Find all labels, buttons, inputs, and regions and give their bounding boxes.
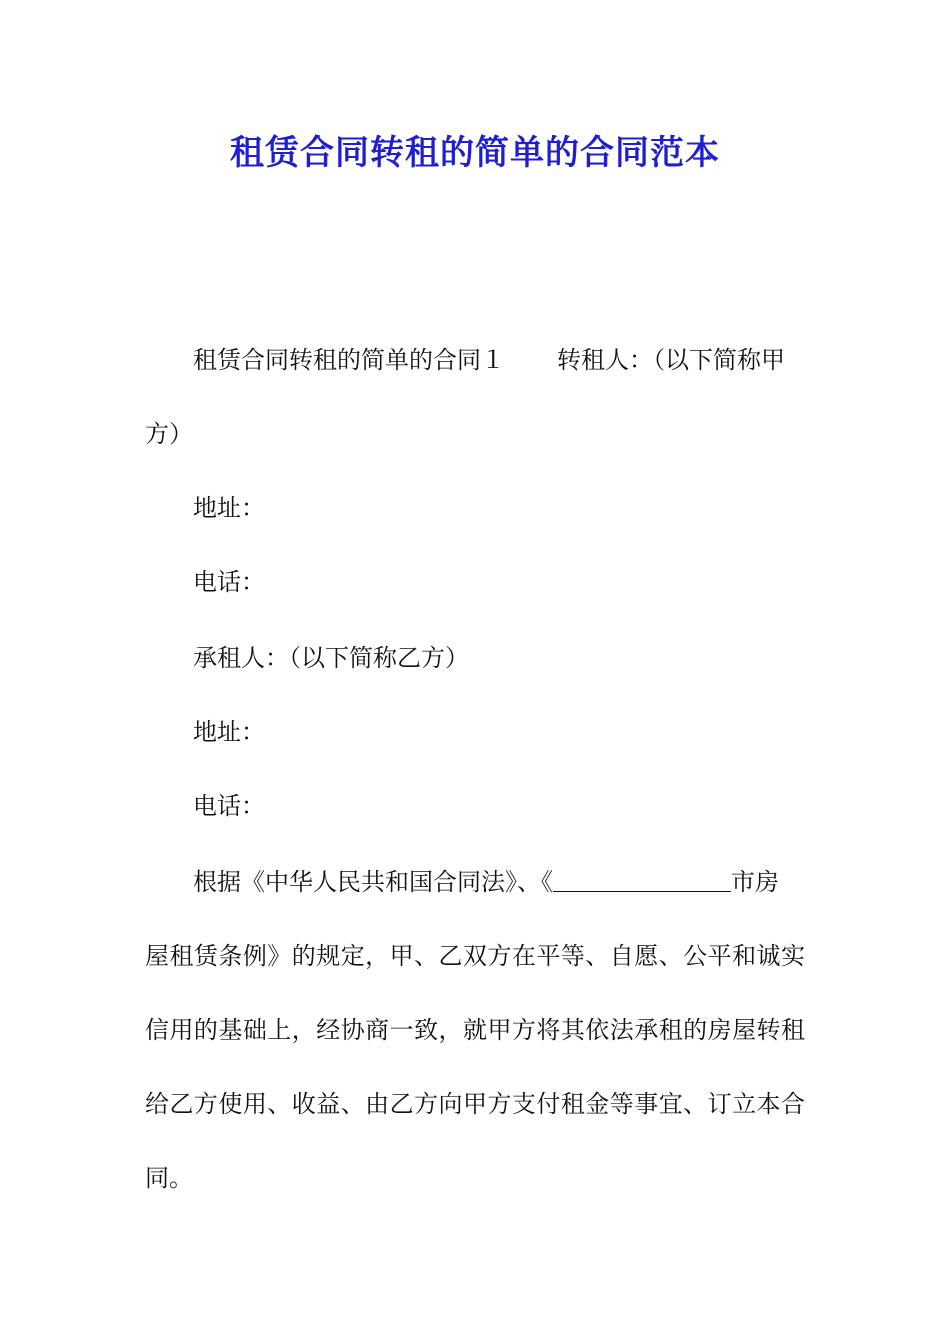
sublessor-label: 转租人：（以下简称甲 xyxy=(557,346,785,374)
intro-continuation: 方） xyxy=(145,420,193,448)
clause-line-4: 给乙方使用、收益、由乙方向甲方支付租金等事宜、订立本合 xyxy=(145,1090,805,1118)
clause-line-1 xyxy=(193,864,805,900)
city-blank-field xyxy=(553,869,731,892)
document-title: 租赁合同转租的简单的合同范本 xyxy=(230,133,720,173)
clause-line-3: 信用的基础上，经协商一致，就甲方将其依法承租的房屋转租 xyxy=(145,1016,805,1044)
party-a-address-label: 地址： xyxy=(193,494,265,522)
party-b-heading: 承租人：（以下简称乙方） xyxy=(193,644,469,672)
clause-line-1-end: 市房 xyxy=(731,868,779,896)
clause-line-2: 屋租赁条例》的规定，甲、乙双方在平等、自愿、公平和诚实 xyxy=(145,942,805,970)
party-a-phone-label: 电话： xyxy=(193,568,265,596)
clause-line-1-text: 根据《中华人民共和国合同法》、《 xyxy=(193,868,553,896)
clause-line-5: 同。 xyxy=(145,1164,193,1192)
party-b-address-label: 地址： xyxy=(193,718,265,746)
contract-number-label: 租赁合同转租的简单的合同１ xyxy=(193,346,505,374)
party-b-phone-label: 电话： xyxy=(193,792,265,820)
intro-line xyxy=(193,342,805,378)
